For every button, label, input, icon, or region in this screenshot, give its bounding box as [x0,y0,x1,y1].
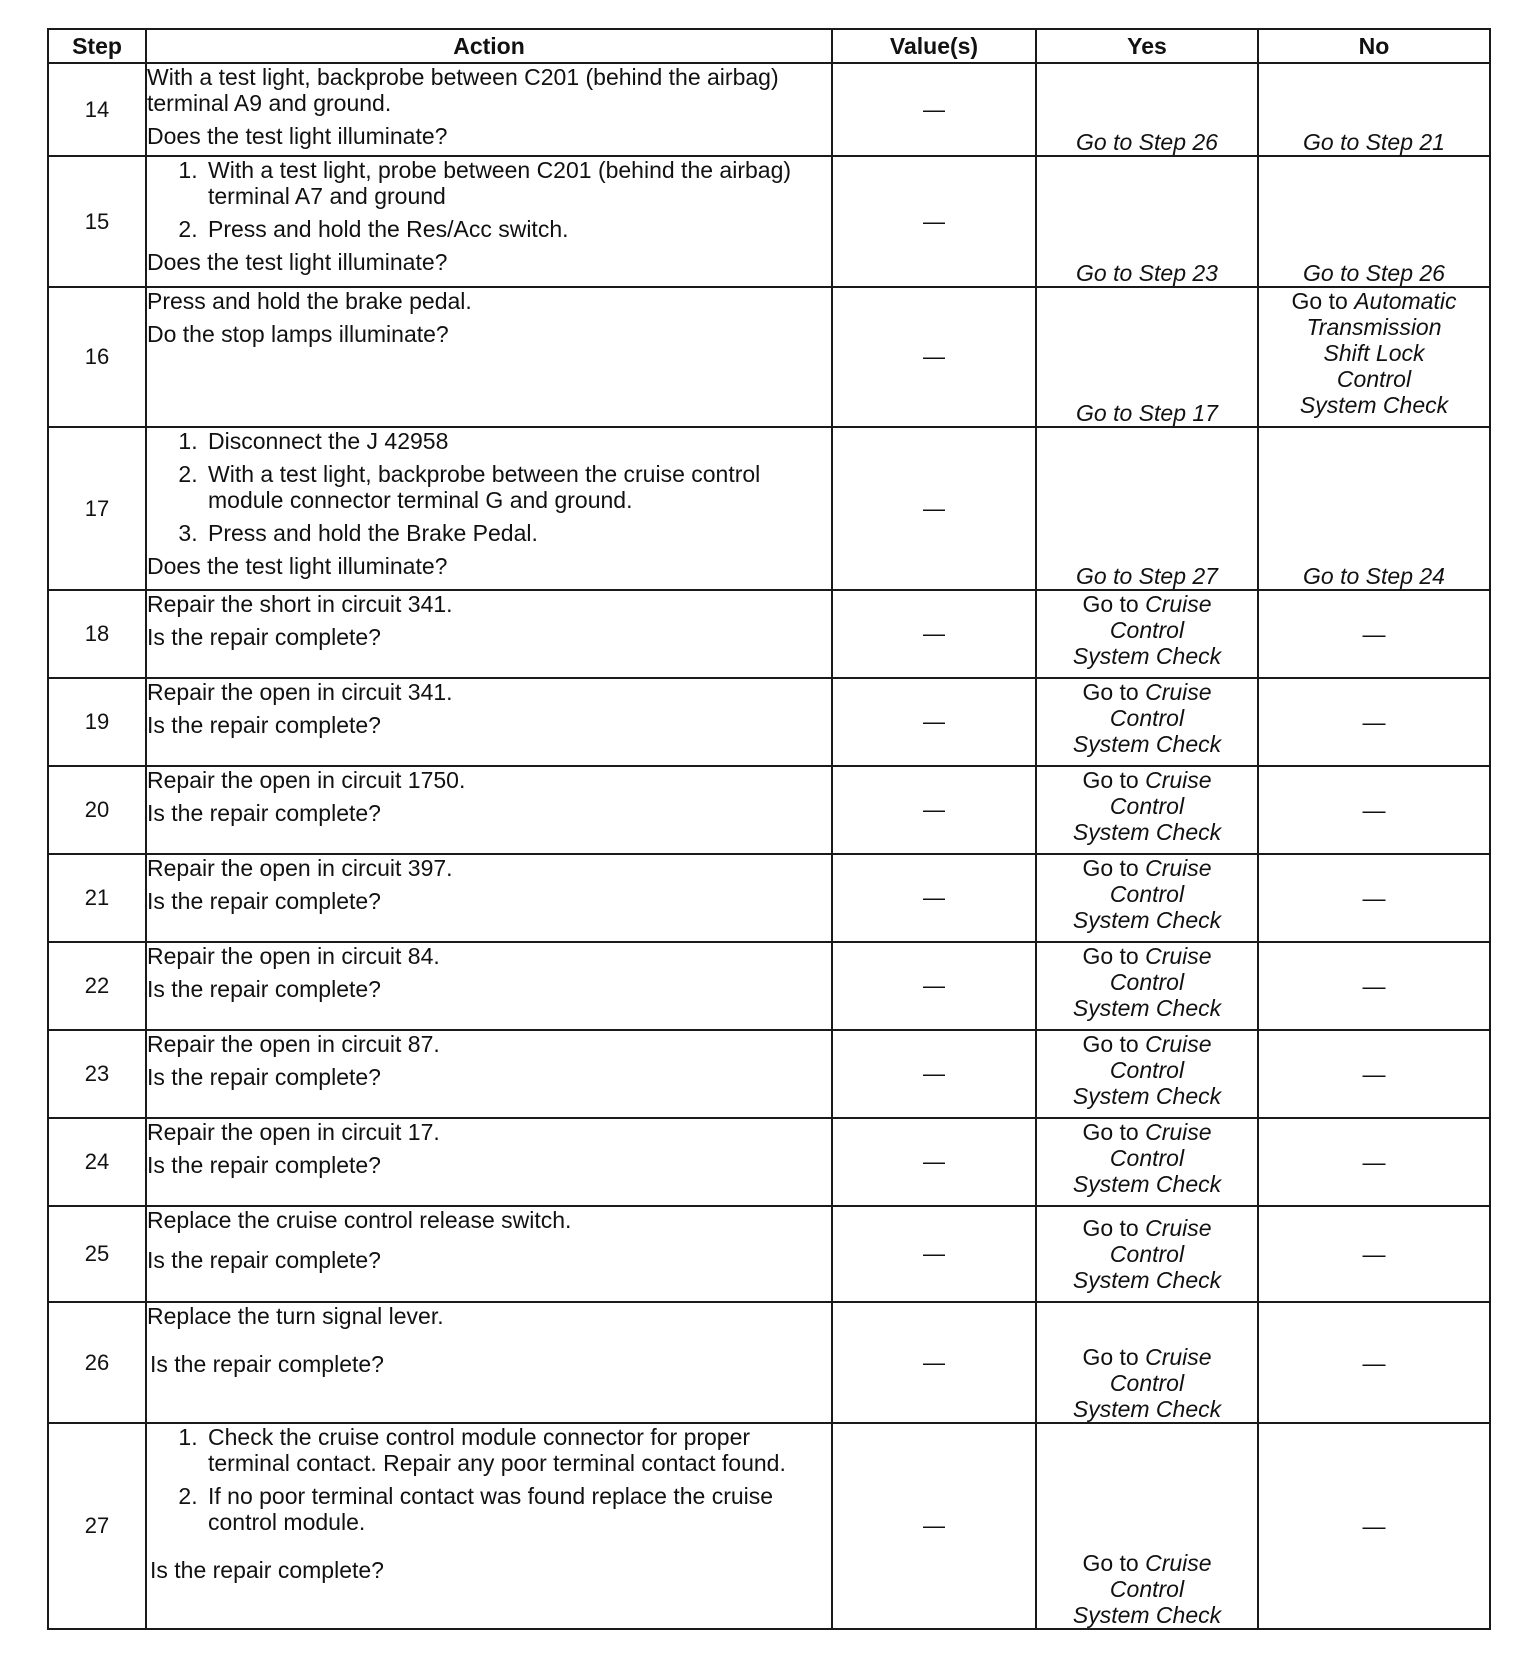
no-cell: — [1258,854,1490,942]
no-link-line: Shift Lock [1323,340,1425,366]
no-cell [1258,287,1490,427]
yes-link-line: System Check [1072,1083,1222,1109]
no-cell: — [1258,1423,1490,1629]
step-number: 22 [48,942,146,1030]
action-text: Repair the open in circuit 341. [147,679,453,705]
yes-cell: Go to Step 26 [1036,63,1258,156]
step-number: 19 [48,678,146,766]
value-cell: — [832,590,1036,678]
action-cell [146,1030,832,1118]
action-cell [146,590,832,678]
step-number: 25 [48,1206,146,1302]
yes-link-line: Control [1109,1145,1185,1171]
table-row [48,766,1490,854]
action-cell [146,63,832,156]
diagnostic-table [47,28,1491,1630]
list-item: 1. With a test light, probe between C201 (behind the airbag) terminal A7 and ground [204,157,831,209]
go-to-text: Go to [1082,943,1139,969]
no-cell: Go to Step 21 [1258,63,1490,156]
action-list [147,1424,831,1535]
go-to-text: Go to [1082,1031,1139,1057]
action-text: Repair the open in circuit 84. [147,943,440,969]
go-to-text: Go to [1082,1215,1139,1241]
no-cell: — [1258,1302,1490,1423]
action-text: Repair the open in circuit 87. [147,1031,440,1057]
value-cell: — [832,678,1036,766]
step-number: 17 [48,427,146,590]
value-cell: — [832,156,1036,287]
table-row [48,1118,1490,1206]
value-cell: — [832,1118,1036,1206]
action-text: Replace the cruise control release switch. [147,1207,572,1233]
yes-link-line: Control [1109,881,1185,907]
value-cell: — [832,1206,1036,1302]
go-to-text: Go to [1082,591,1139,617]
go-to-text: Go to [1082,1550,1139,1576]
action-question: Is the repair complete? [147,976,381,1002]
yes-link-line: Cruise [1145,1344,1212,1370]
action-text: Replace the turn signal lever. [147,1303,444,1329]
go-to-text: Go to [1082,767,1139,793]
no-cell: — [1258,678,1490,766]
action-list [147,428,831,546]
action-question: Does the test light illuminate? [147,123,448,149]
no-link-line: Automatic [1354,288,1457,314]
table-row [48,156,1490,287]
yes-link-line: Cruise [1145,1031,1212,1057]
yes-link-line: Cruise [1145,1215,1212,1241]
action-text: With a test light, backprobe between C201 (behind the airbag) terminal A9 and ground. [147,64,779,116]
action-text: Repair the open in circuit 17. [147,1119,440,1145]
yes-link-line: Cruise [1145,855,1212,881]
yes-link-line: System Check [1072,1602,1222,1628]
value-cell: — [832,1423,1036,1629]
yes-link-line: System Check [1072,1396,1222,1422]
action-question: Is the repair complete? [150,1557,384,1583]
no-cell: Go to Step 24 [1258,427,1490,590]
yes-link-line: Cruise [1145,767,1212,793]
action-cell [146,1206,832,1302]
action-cell [146,1302,832,1423]
table-row [48,1423,1490,1629]
list-item: 2. If no poor terminal contact was found replace the cruise control module. [204,1483,831,1535]
action-cell [146,942,832,1030]
step-number: 23 [48,1030,146,1118]
action-cell [146,427,832,590]
header-step: Step [48,29,146,63]
table-row [48,1030,1490,1118]
list-item: 2. With a test light, backprobe between the cruise control module connector terminal G and ground. [204,461,831,513]
yes-link-line: System Check [1072,819,1222,845]
yes-link-line: Control [1109,1241,1185,1267]
go-to-text: Go to [1082,855,1139,881]
table-row [48,678,1490,766]
action-question: Is the repair complete? [147,1064,381,1090]
value-cell: — [832,287,1036,427]
table-row [48,942,1490,1030]
go-to-text: Go to [1291,288,1348,314]
yes-cell [1036,854,1258,942]
table-row [48,1302,1490,1423]
yes-cell [1036,766,1258,854]
yes-link-line: Control [1109,969,1185,995]
action-question: Is the repair complete? [147,1247,381,1273]
value-cell: — [832,427,1036,590]
action-text: Press and hold the brake pedal. [147,288,472,314]
value-cell: — [832,1030,1036,1118]
yes-cell: Go to Step 23 [1036,156,1258,287]
no-link-line: Control [1336,366,1412,392]
step-number: 27 [48,1423,146,1629]
list-item: 1. Disconnect the J 42958 [204,428,831,454]
no-link-line: Transmission [1306,314,1442,340]
yes-link-line: Control [1109,793,1185,819]
step-number: 20 [48,766,146,854]
go-to-text: Go to [1082,1119,1139,1145]
step-number: 15 [48,156,146,287]
go-to-text: Go to [1082,679,1139,705]
no-link-line: System Check [1299,392,1449,418]
action-cell [146,1118,832,1206]
action-text: Repair the open in circuit 397. [147,855,453,881]
action-cell [146,678,832,766]
table-row [48,287,1490,427]
yes-cell [1036,590,1258,678]
action-question: Is the repair complete? [147,888,381,914]
no-cell: — [1258,766,1490,854]
step-number: 26 [48,1302,146,1423]
yes-cell [1036,1030,1258,1118]
yes-link-line: Control [1109,705,1185,731]
value-cell: — [832,1302,1036,1423]
header-values: Value(s) [832,29,1036,63]
no-cell: — [1258,1030,1490,1118]
yes-link-line: Cruise [1145,591,1212,617]
action-cell [146,854,832,942]
action-question: Does the test light illuminate? [147,249,448,275]
yes-cell [1036,1118,1258,1206]
yes-link-line: System Check [1072,907,1222,933]
action-question: Is the repair complete? [147,800,381,826]
yes-link-line: System Check [1072,1171,1222,1197]
table-row [48,854,1490,942]
yes-cell [1036,1206,1258,1302]
yes-link-line: Control [1109,617,1185,643]
header-row [48,29,1490,63]
header-action: Action [146,29,832,63]
yes-cell: Go to Step 17 [1036,287,1258,427]
yes-link-line: Control [1109,1057,1185,1083]
action-question: Does the test light illuminate? [147,553,448,579]
go-to-text: Go to [1082,1344,1139,1370]
header-no: No [1258,29,1490,63]
action-cell [146,766,832,854]
yes-cell [1036,1302,1258,1423]
action-list [147,157,831,242]
yes-link-line: System Check [1072,731,1222,757]
yes-link-line: System Check [1072,1267,1222,1293]
action-text: Repair the short in circuit 341. [147,591,453,617]
action-question: Is the repair complete? [147,624,381,650]
list-item: 1. Check the cruise control module connector for proper terminal contact. Repair any poor terminal contact found. [204,1424,831,1476]
value-cell: — [832,854,1036,942]
table-row [48,1206,1490,1302]
yes-link-line: Cruise [1145,1119,1212,1145]
no-cell: — [1258,1118,1490,1206]
no-cell: — [1258,590,1490,678]
step-number: 24 [48,1118,146,1206]
action-question: Is the repair complete? [150,1351,384,1377]
yes-cell: Go to Step 27 [1036,427,1258,590]
action-question: Is the repair complete? [147,712,381,738]
header-yes: Yes [1036,29,1258,63]
yes-link-line: System Check [1072,643,1222,669]
value-cell: — [832,766,1036,854]
table-row [48,63,1490,156]
list-item: 3. Press and hold the Brake Pedal. [204,520,831,546]
action-question: Do the stop lamps illuminate? [147,321,449,347]
yes-cell [1036,942,1258,1030]
action-cell [146,1423,832,1629]
action-text: Repair the open in circuit 1750. [147,767,466,793]
no-cell: Go to Step 26 [1258,156,1490,287]
table-row [48,427,1490,590]
action-question: Is the repair complete? [147,1152,381,1178]
value-cell: — [832,942,1036,1030]
step-number: 18 [48,590,146,678]
action-cell [146,287,832,427]
action-cell [146,156,832,287]
yes-link-line: Cruise [1145,679,1212,705]
yes-link-line: Cruise [1145,1550,1212,1576]
no-cell: — [1258,1206,1490,1302]
yes-cell [1036,1423,1258,1629]
yes-cell [1036,678,1258,766]
step-number: 21 [48,854,146,942]
yes-link-line: Cruise [1145,943,1212,969]
step-number: 16 [48,287,146,427]
yes-link-line: Control [1109,1370,1185,1396]
list-item: 2. Press and hold the Res/Acc switch. [204,216,831,242]
step-number: 14 [48,63,146,156]
table-row [48,590,1490,678]
value-cell: — [832,63,1036,156]
yes-link-line: System Check [1072,995,1222,1021]
no-cell: — [1258,942,1490,1030]
yes-link-line: Control [1109,1576,1185,1602]
